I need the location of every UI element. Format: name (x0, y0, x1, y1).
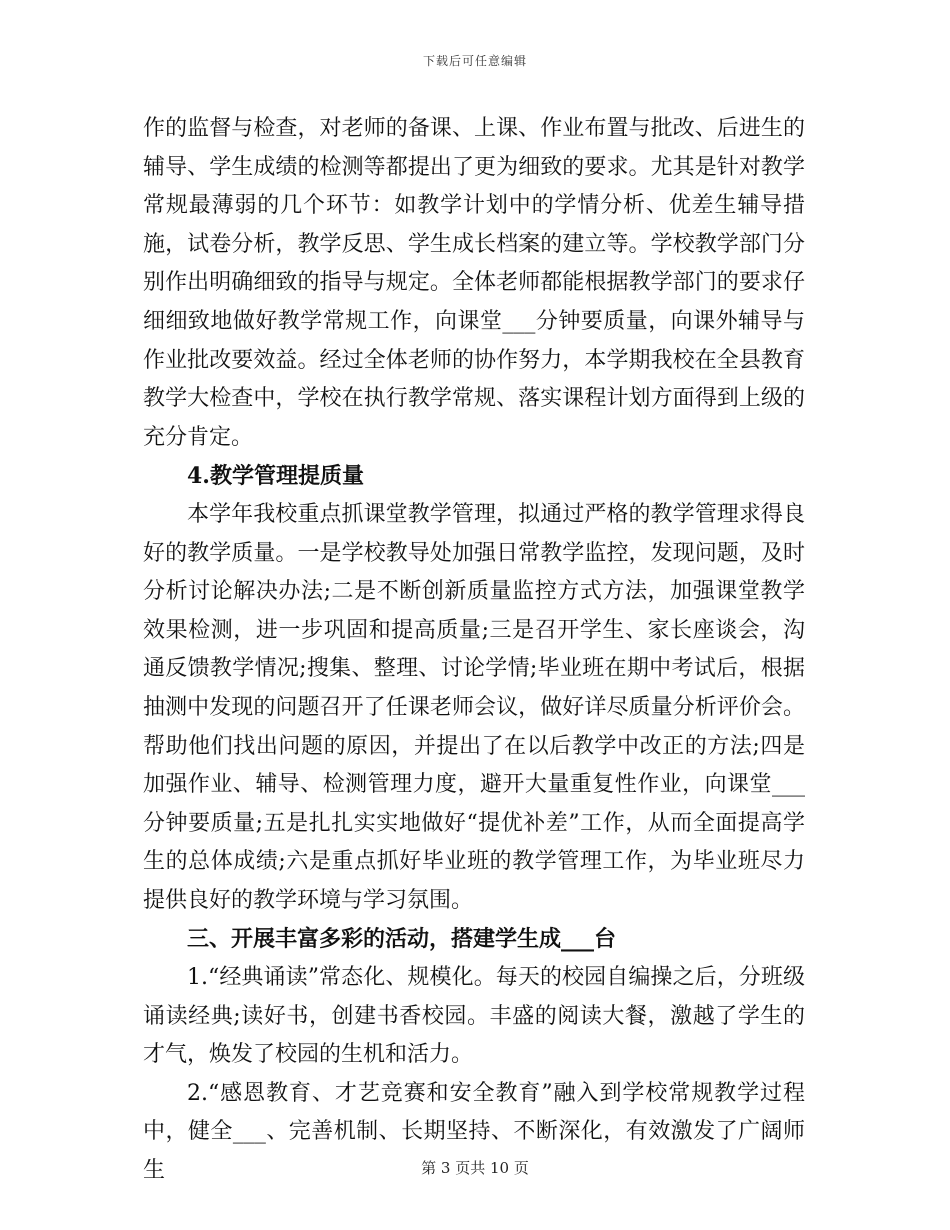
paragraph-continued: 作的监督与检查，对老师的备课、上课、作业布置与批改、后进生的辅导、学生成绩的检测等都提出了更为细致的要求。尤其是针对教学常规最薄弱的几个环节：如教学计划中的学情分析、优差生辅导措施，试卷分析，教学反思、学生成长档案的建立等。学校教学部门分别作出明确细致的指导与规定。全体老师都能根据教学部门的要求仔细细致地做好教学常规工作，向课堂___分钟要质量，向课外辅导与作业批改要效益。经过全体老师的协作努力，本学期我校在全县教育教学大检查中，学校在执行教学常规、落实课程计划方面得到上级的充分肯定。 (143, 116, 805, 450)
document-body (143, 110, 805, 1191)
paragraph-gratitude-education: 2.“感恩教育、才艺竞赛和安全教育”融入到学校常规教学过程中，健全___、完善机制、长期坚持、不断深化，有效激发了广阔师生 (143, 1080, 805, 1184)
paragraph-classic-reading: 1.“经典诵读”常态化、规模化。每天的校园自编操之后，分班级诵读经典;读好书，创建书香校园。丰盛的阅读大餐，激越了学生的才气，焕发了校园的生机和活力。 (143, 965, 805, 1068)
section-heading-activities: 三、开展丰富多彩的活动，搭建学生成___台 (187, 926, 617, 953)
page-header: 下载后可任意编辑 (422, 54, 527, 68)
page-footer: 第 3 页共 10 页 (421, 1159, 529, 1177)
paragraph-teaching-management: 本学年我校重点抓课堂教学管理，拟通过严格的教学管理求得良好的教学质量。一是学校教导处加强日常教学监控，发现问题，及时分析讨论解决办法;二是不断创新质量监控方式方法，加强课堂教学效果检测，进一步巩固和提高质量;三是召开学生、家长座谈会，沟通反馈教学情况;搜集、整理、讨论学情;毕业班在期中考试后，根据抽测中发现的问题召开了任课老师会议，做好详尽质量分析评价会。帮助他们找出问题的原因，并提出了在以后教学中改正的方法;四是加强作业、辅导、检测管理力度，避开大量重复性作业，向课堂___分钟要质量;五是扎扎实实地做好“提优补差”工作，从而全面提高学生的总体成绩;六是重点抓好毕业班的教学管理工作，为毕业班尽力提供良好的教学环境与学习氛围。 (143, 501, 805, 913)
section-heading-teaching-management: 4.教学管理提质量 (187, 463, 364, 490)
